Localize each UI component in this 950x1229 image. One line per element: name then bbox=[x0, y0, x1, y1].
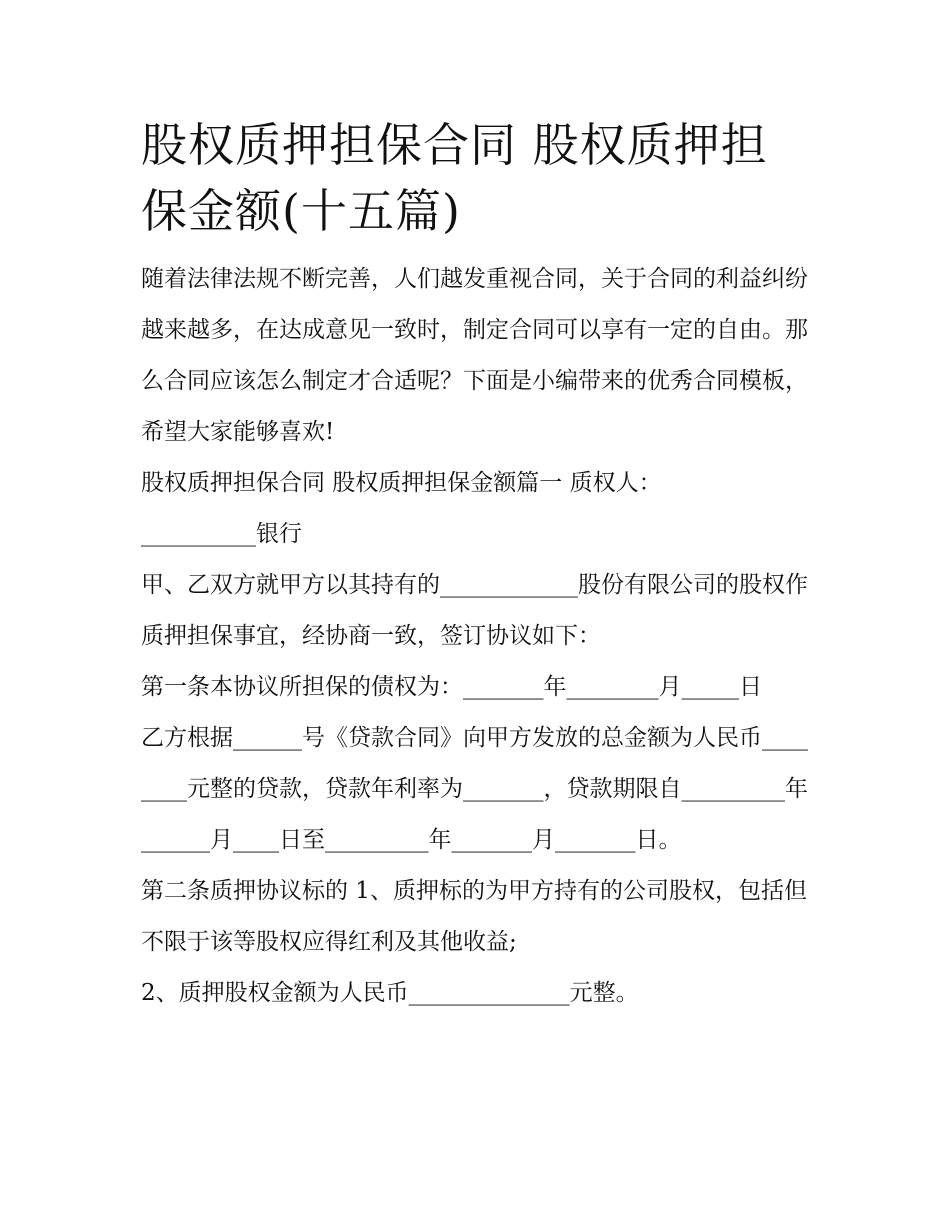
agreement-preamble: 甲、乙双方就甲方以其持有的____________股份有限公司的股权作质押担保事宜，经协商一致，签订协议如下： bbox=[141, 572, 808, 649]
section-heading-pledgee: 股权质押担保合同 股权质押担保金额篇一 质权人： bbox=[141, 470, 662, 496]
document-title: 股权质押担保合同 股权质押担保金额(十五篇) bbox=[141, 118, 768, 238]
article-two: 第二条质押协议标的 1、质押标的为甲方持有的公司股权，包括但不限于该等股权应得红利及其他收益; bbox=[141, 878, 807, 955]
intro-paragraph: 随着法律法规不断完善，人们越发重视合同，关于合同的利益纠纷越来越多，在达成意见一致时，制定合同可以享有一定的自由。那么合同应该怎么制定才合适呢？下面是小编带来的优秀合同模板，希望大家能够喜欢! bbox=[141, 266, 808, 445]
pledge-amount-line: 2、质押股权金额为人民币______________元整。 bbox=[141, 980, 639, 1006]
article-one: 第一条本协议所担保的债权为：_______年________月_____日 bbox=[141, 674, 762, 700]
document-page bbox=[141, 112, 813, 1019]
loan-terms-paragraph: 乙方根据______号《贷款合同》向甲方发放的总金额为人民币________元整的贷款，贷款年利率为_______，贷款期限自_________年______月____日至_________年_______月_______日。 bbox=[141, 725, 808, 853]
bank-line: __________银行 bbox=[141, 521, 302, 547]
